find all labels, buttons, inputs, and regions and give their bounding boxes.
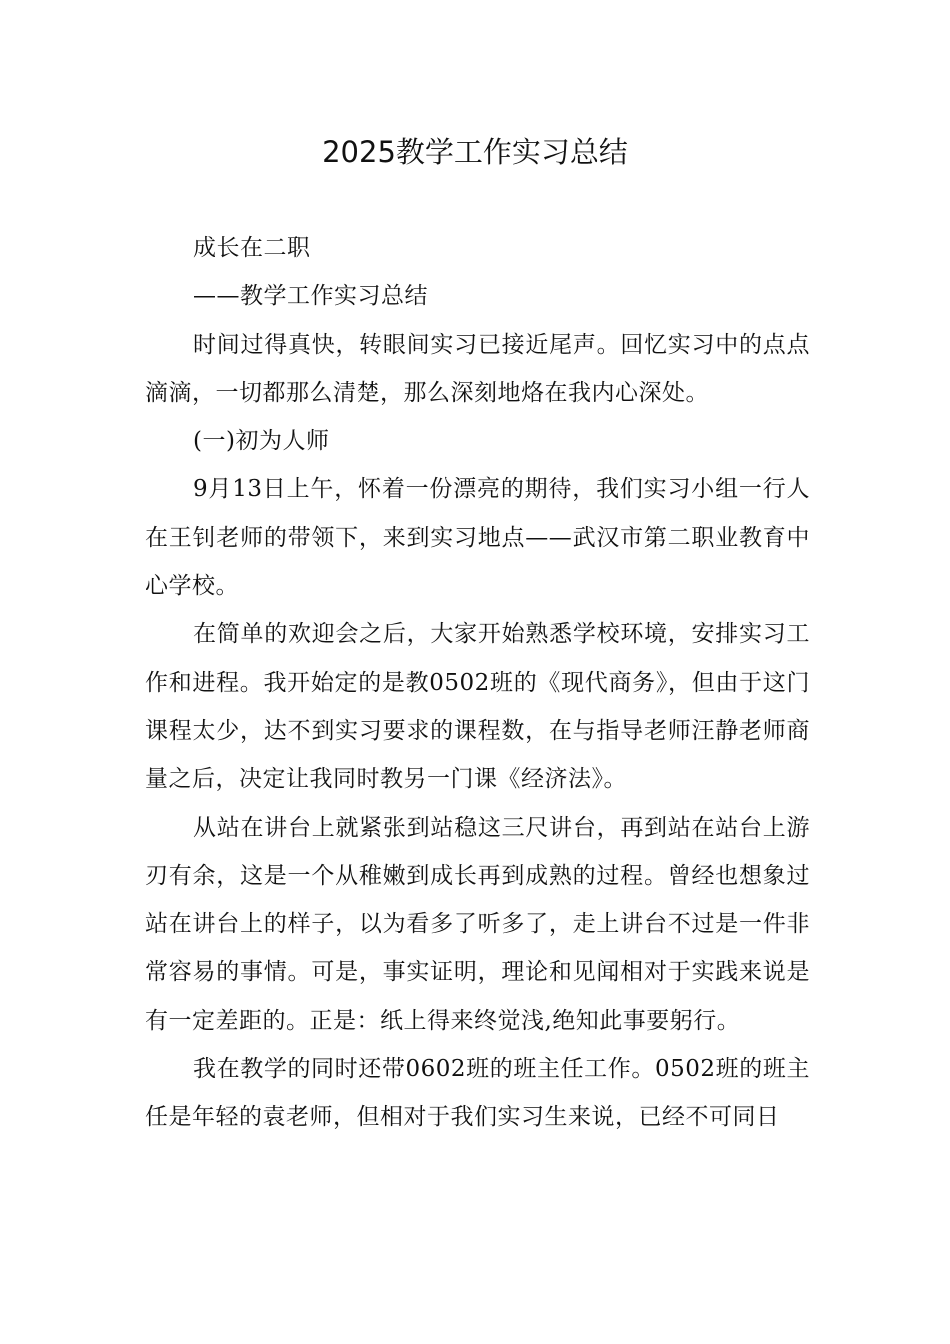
- document-body: [145, 224, 810, 1142]
- paragraph: 我在教学的同时还带0602班的班主任工作。0502班的班主任是年轻的袁老师，但相对于我们实习生来说，已经不可同日: [145, 1056, 810, 1131]
- paragraph: 在简单的欢迎会之后，大家开始熟悉学校环境，安排实习工作和进程。我开始定的是教0502班的《现代商务》，但由于这门课程太少，达不到实习要求的课程数，在与指导老师汪静老师商量之后，决定让我同时教另一门课《经济法》。: [145, 621, 810, 793]
- paragraph: 成长在二职: [193, 235, 311, 261]
- paragraph: 从站在讲台上就紧张到站稳这三尺讲台，再到站在站台上游刃有余，这是一个从稚嫩到成长再到成熟的过程。曾经也想象过站在讲台上的样子，以为看多了听多了，走上讲台不过是一件非常容易的事情。可是，事实证明，理论和见闻相对于实践来说是有一定差距的。正是：纸上得来终觉浅,绝知此事要躬行。: [145, 814, 810, 1034]
- paragraph: 时间过得真快，转眼间实习已接近尾声。回忆实习中的点点滴滴，一切都那么清楚，那么深刻地烙在我内心深处。: [145, 331, 810, 406]
- paragraph: ——教学工作实习总结: [193, 283, 428, 310]
- section-heading: (一)初为人师: [193, 428, 330, 455]
- paragraph: 9月13日上午，怀着一份漂亮的期待，我们实习小组一行人在王钊老师的带领下，来到实习地点——武汉市第二职业教育中心学校。: [145, 476, 810, 600]
- document-title: 2025教学工作实习总结: [322, 135, 628, 169]
